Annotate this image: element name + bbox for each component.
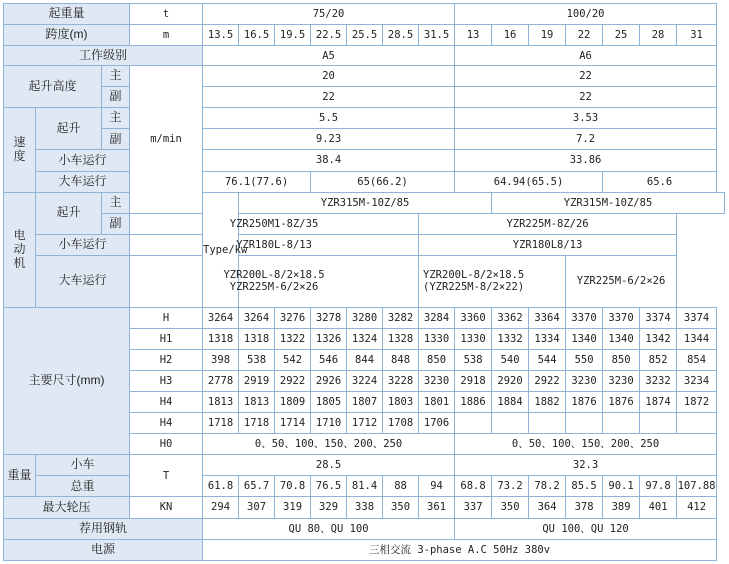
weight-cell: 85.5 — [566, 476, 603, 497]
dim-cell: 3276 — [275, 307, 311, 328]
dim-cell: 3370 — [603, 307, 640, 328]
vertical-label-char: 机 — [13, 255, 26, 270]
span-cell: 19 — [529, 25, 566, 46]
row-motor-hoist-aux — [4, 213, 725, 234]
dim-cell: 1718 — [203, 413, 239, 434]
dim-cell: 844 — [347, 350, 383, 371]
vertical-label-char: 速 — [13, 135, 26, 150]
lift-aux-group2: 22 — [455, 87, 717, 108]
motor-unit: Type/kw — [203, 192, 239, 307]
wheel-cell: 350 — [383, 497, 419, 518]
dim-cell: 3264 — [203, 307, 239, 328]
motor-trolley-label: 小车运行 — [36, 234, 130, 255]
dim-cell: 1708 — [383, 413, 419, 434]
motor-hoist-main-group1: YZR315M-10Z/85 — [239, 192, 492, 213]
dim-cell: 1805 — [311, 392, 347, 413]
weight-unit: T — [130, 455, 203, 497]
dim-code: H0 — [130, 434, 203, 455]
dim-cell: 1813 — [203, 392, 239, 413]
dim-cell: 3280 — [347, 307, 383, 328]
dim-cell: 3282 — [383, 307, 419, 328]
span-unit: m — [130, 25, 203, 46]
weight-cell: 81.4 — [347, 476, 383, 497]
dim-cell: 3230 — [566, 371, 603, 392]
motor-hoist-aux-group2: YZR225M-8Z/26 — [419, 213, 677, 234]
span-cell: 31 — [677, 25, 717, 46]
dim-cell: 3360 — [455, 307, 492, 328]
power-label: 电源 — [4, 539, 203, 560]
weight-cell: 78.2 — [529, 476, 566, 497]
dim-cell: 550 — [566, 350, 603, 371]
dim-cell: 1807 — [347, 392, 383, 413]
dim-cell: 538 — [455, 350, 492, 371]
power-value: 三相交流 3-phase A.C 50Hz 380v — [203, 539, 717, 560]
lift-aux-group1: 22 — [203, 87, 455, 108]
wheel-label: 最大轮压 — [4, 497, 130, 518]
dim-cell: 3284 — [419, 307, 455, 328]
dim-code: H3 — [130, 371, 203, 392]
dim-cell: 3230 — [603, 371, 640, 392]
dim-cell: 1706 — [419, 413, 455, 434]
dim-cell: 3374 — [640, 307, 677, 328]
dim-cell: 1342 — [640, 328, 677, 349]
motor-aux-label: 副 — [102, 213, 130, 234]
dim-cell: 544 — [529, 350, 566, 371]
speed-trolley-group1: 38.4 — [203, 150, 455, 171]
dim-code: H2 — [130, 350, 203, 371]
weight-cell: 65.7 — [239, 476, 275, 497]
row-speed-hoist-aux — [4, 129, 725, 150]
dim-h0-group2: 0、50、100、150、200、250 — [455, 434, 717, 455]
motor-trolley-group1: YZR180L-8/13 — [130, 234, 419, 255]
dim-cell: 3370 — [566, 307, 603, 328]
rail-label: 荐用钢轨 — [4, 518, 203, 539]
dim-cell: 1712 — [347, 413, 383, 434]
lift-main-label: 主 — [102, 66, 130, 87]
row-lift-height-main — [4, 66, 725, 87]
dim-cell: 1324 — [347, 328, 383, 349]
rail-group2: QU 100、QU 120 — [455, 518, 717, 539]
weight-label: 重量 — [4, 455, 36, 497]
span-cell: 22 — [566, 25, 603, 46]
motor-crane-group2a — [419, 255, 566, 307]
weight-cell: 73.2 — [492, 476, 529, 497]
dim-cell: 1318 — [203, 328, 239, 349]
row-weight-trolley — [4, 455, 725, 476]
dim-cell: 3224 — [347, 371, 383, 392]
motor-crane-group2a-line2: (YZR225M-8/2×22) — [423, 281, 525, 294]
wheel-cell: 412 — [677, 497, 717, 518]
weight-cell: 70.8 — [275, 476, 311, 497]
speed-crane-a: 76.1(77.6) — [203, 171, 311, 192]
dim-cell: 1882 — [529, 392, 566, 413]
speed-label — [4, 108, 36, 192]
dim-cell: 1326 — [311, 328, 347, 349]
dim-cell: 850 — [603, 350, 640, 371]
motor-crane-group1-line1: YZR200L-8/2×18.5 — [223, 269, 325, 282]
dim-cell: 2919 — [239, 371, 275, 392]
dim-cell: 854 — [677, 350, 717, 371]
row-work-class — [4, 46, 725, 66]
row-speed-crane — [4, 171, 725, 192]
lift-main-group2: 22 — [455, 66, 717, 87]
wheel-cell: 307 — [239, 497, 275, 518]
dim-cell: 2778 — [203, 371, 239, 392]
speed-crane-b: 65(66.2) — [311, 171, 455, 192]
dim-cell: 398 — [203, 350, 239, 371]
dim-cell: 850 — [419, 350, 455, 371]
span-cell: 25 — [603, 25, 640, 46]
speed-hoist-main-group1: 5.5 — [203, 108, 455, 129]
dim-cell: 1328 — [383, 328, 419, 349]
dim-cell: 1876 — [566, 392, 603, 413]
row-rail — [4, 518, 725, 539]
dim-cell: 3278 — [311, 307, 347, 328]
speed-hoist-aux-group1: 9.23 — [203, 129, 455, 150]
row-span — [4, 25, 725, 46]
capacity-value-group1: 75/20 — [203, 4, 455, 25]
dim-cell: 2922 — [529, 371, 566, 392]
dim-cell: 1876 — [603, 392, 640, 413]
speed-trolley-label: 小车运行 — [36, 150, 130, 171]
vertical-label-char: 度 — [13, 148, 26, 163]
dim-cell: 1872 — [677, 392, 717, 413]
speed-trolley-group2: 33.86 — [455, 150, 717, 171]
weight-cell: 61.8 — [203, 476, 239, 497]
motor-hoist-label: 起升 — [36, 192, 102, 234]
weight-cell: 94 — [419, 476, 455, 497]
row-motor-hoist-main — [4, 192, 725, 213]
row-motor-trolley — [4, 234, 725, 255]
span-cell: 13 — [455, 25, 492, 46]
capacity-value-group2: 100/20 — [455, 4, 717, 25]
dim-cell: 3230 — [419, 371, 455, 392]
dim-cell: 3374 — [677, 307, 717, 328]
speed-aux-label: 副 — [102, 129, 130, 150]
work-class-label: 工作级别 — [4, 46, 203, 66]
dim-cell: 546 — [311, 350, 347, 371]
rail-group1: QU 80、QU 100 — [203, 518, 455, 539]
weight-cell: 76.5 — [311, 476, 347, 497]
motor-hoist-aux-group1: YZR250M1-8Z/35 — [130, 213, 419, 234]
speed-main-label: 主 — [102, 108, 130, 129]
span-label: 跨度(m) — [4, 25, 130, 46]
dim-cell: 1344 — [677, 328, 717, 349]
row-speed-hoist-main — [4, 108, 725, 129]
dim-cell: 1809 — [275, 392, 311, 413]
dim-cell: 1340 — [566, 328, 603, 349]
motor-trolley-group2: YZR180L8/13 — [419, 234, 677, 255]
lift-height-label: 起升高度 — [4, 66, 102, 108]
dim-cell: 1318 — [239, 328, 275, 349]
dim-cell: 3362 — [492, 307, 529, 328]
dim-cell: 2922 — [275, 371, 311, 392]
dim-cell-empty — [455, 413, 492, 434]
speed-unit: m/min — [130, 66, 203, 213]
dim-cell: 2918 — [455, 371, 492, 392]
dim-cell-empty — [492, 413, 529, 434]
dim-code: H4 — [130, 413, 203, 434]
dim-cell-empty — [640, 413, 677, 434]
wheel-cell: 361 — [419, 497, 455, 518]
speed-hoist-aux-group2: 7.2 — [455, 129, 717, 150]
wheel-cell: 389 — [603, 497, 640, 518]
span-cell: 16 — [492, 25, 529, 46]
work-class-group2: A6 — [455, 46, 717, 66]
dim-cell: 3264 — [239, 307, 275, 328]
vertical-label-char: 动 — [13, 241, 26, 256]
span-cell: 28 — [640, 25, 677, 46]
row-power — [4, 539, 725, 560]
dim-cell-empty — [603, 413, 640, 434]
motor-crane-group2b: YZR225M-6/2×26 — [566, 255, 677, 307]
dim-code: H — [130, 307, 203, 328]
dim-cell: 1813 — [239, 392, 275, 413]
lift-aux-label: 副 — [102, 87, 130, 108]
wheel-cell: 401 — [640, 497, 677, 518]
dim-cell: 1884 — [492, 392, 529, 413]
motor-crane-group1-line2: YZR225M-6/2×26 — [229, 281, 319, 294]
dim-cell: 848 — [383, 350, 419, 371]
dim-cell: 542 — [275, 350, 311, 371]
motor-crane-group1 — [130, 255, 419, 307]
dim-cell: 3234 — [677, 371, 717, 392]
dim-cell: 1334 — [529, 328, 566, 349]
dim-cell: 2926 — [311, 371, 347, 392]
dim-cell-empty — [677, 413, 717, 434]
lift-main-group1: 20 — [203, 66, 455, 87]
dim-cell-empty — [566, 413, 603, 434]
vertical-label-char: 电 — [13, 228, 26, 243]
dim-cell: 1330 — [455, 328, 492, 349]
speed-crane-label: 大车运行 — [36, 171, 130, 192]
work-class-group1: A5 — [203, 46, 455, 66]
row-lift-height-aux — [4, 87, 725, 108]
wheel-unit: KN — [130, 497, 203, 518]
wheel-cell: 329 — [311, 497, 347, 518]
weight-cell: 88 — [383, 476, 419, 497]
motor-label — [4, 192, 36, 307]
motor-hoist-main-group2: YZR315M-10Z/85 — [492, 192, 725, 213]
weight-total-label: 总重 — [36, 476, 130, 497]
row-dim — [4, 307, 725, 328]
weight-cell: 107.88 — [677, 476, 717, 497]
motor-crane-label: 大车运行 — [36, 255, 130, 307]
speed-hoist-label: 起升 — [36, 108, 102, 150]
wheel-cell: 294 — [203, 497, 239, 518]
wheel-cell: 338 — [347, 497, 383, 518]
motor-crane-group2a-line1: YZR200L-8/2×18.5 — [423, 269, 525, 282]
weight-cell: 90.1 — [603, 476, 640, 497]
dim-cell: 1340 — [603, 328, 640, 349]
wheel-cell: 378 — [566, 497, 603, 518]
motor-main-label: 主 — [102, 192, 130, 213]
wheel-cell: 337 — [455, 497, 492, 518]
span-cell: 22.5 — [311, 25, 347, 46]
wheel-cell: 350 — [492, 497, 529, 518]
dim-cell: 1332 — [492, 328, 529, 349]
dims-label: 主要尺寸(mm) — [4, 307, 130, 454]
span-cell: 13.5 — [203, 25, 239, 46]
dim-cell: 1322 — [275, 328, 311, 349]
weight-trolley-label: 小车 — [36, 455, 130, 476]
span-cell: 16.5 — [239, 25, 275, 46]
dim-cell-empty — [529, 413, 566, 434]
dim-code: H4 — [130, 392, 203, 413]
crane-spec-table — [3, 3, 725, 561]
dim-cell: 2920 — [492, 371, 529, 392]
dim-cell: 1801 — [419, 392, 455, 413]
dim-cell: 538 — [239, 350, 275, 371]
dim-cell: 852 — [640, 350, 677, 371]
dim-cell: 1886 — [455, 392, 492, 413]
speed-hoist-main-group2: 3.53 — [455, 108, 717, 129]
dim-cell: 3364 — [529, 307, 566, 328]
dim-cell: 540 — [492, 350, 529, 371]
dim-cell: 3228 — [383, 371, 419, 392]
weight-trolley-group1: 28.5 — [203, 455, 455, 476]
capacity-label: 起重量 — [4, 4, 130, 25]
weight-trolley-group2: 32.3 — [455, 455, 717, 476]
row-weight-total — [4, 476, 725, 497]
row-capacity — [4, 4, 725, 25]
dim-cell: 1710 — [311, 413, 347, 434]
dim-h0-group1: 0、50、100、150、200、250 — [203, 434, 455, 455]
dim-cell: 1718 — [239, 413, 275, 434]
span-cell: 19.5 — [275, 25, 311, 46]
span-cell: 31.5 — [419, 25, 455, 46]
dim-code: H1 — [130, 328, 203, 349]
span-cell: 28.5 — [383, 25, 419, 46]
row-motor-crane — [4, 255, 725, 307]
capacity-unit: t — [130, 4, 203, 25]
row-wheel-load — [4, 497, 725, 518]
dim-cell: 3232 — [640, 371, 677, 392]
dim-cell: 1714 — [275, 413, 311, 434]
speed-crane-d: 65.6 — [603, 171, 717, 192]
speed-crane-c: 64.94(65.5) — [455, 171, 603, 192]
weight-cell: 97.8 — [640, 476, 677, 497]
wheel-cell: 319 — [275, 497, 311, 518]
weight-cell: 68.8 — [455, 476, 492, 497]
row-speed-trolley — [4, 150, 725, 171]
span-cell: 25.5 — [347, 25, 383, 46]
dim-cell: 1330 — [419, 328, 455, 349]
dim-cell: 1874 — [640, 392, 677, 413]
wheel-cell: 364 — [529, 497, 566, 518]
dim-cell: 1803 — [383, 392, 419, 413]
